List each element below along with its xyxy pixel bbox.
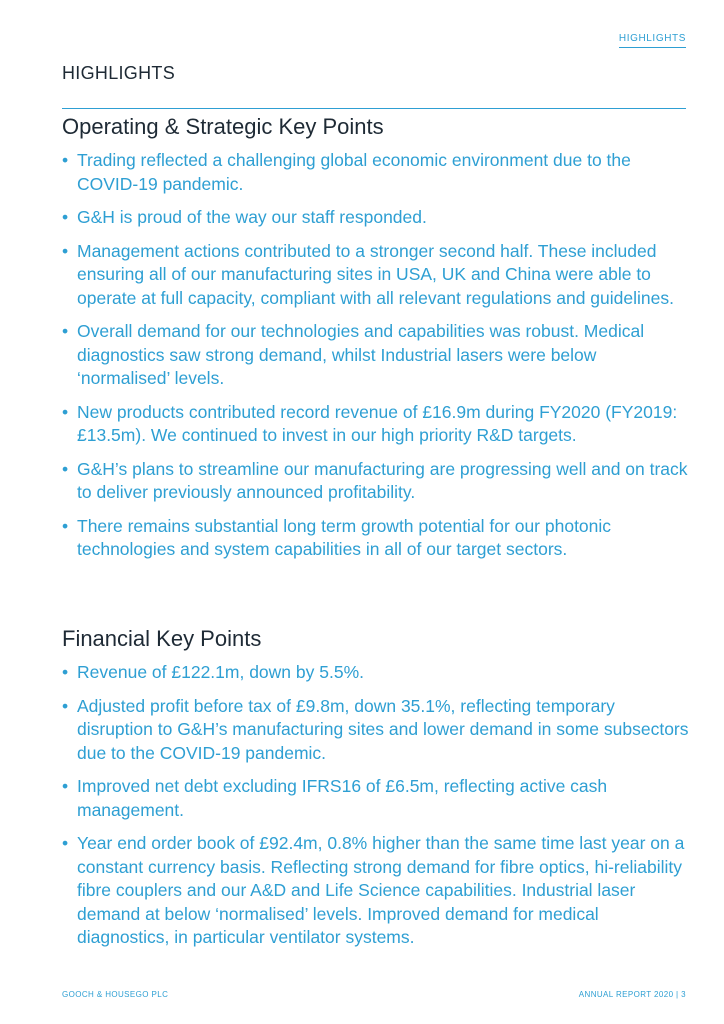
list-item [62, 695, 692, 766]
footer-company: GOOCH & HOUSEGO PLC [62, 990, 169, 999]
bullet-text: G&H’s plans to streamline our manufacturing are progressing well and on track to deliver previously announced profitability. [77, 458, 688, 502]
operating-bullet-list [62, 149, 692, 572]
bullet-text: Year end order book of £92.4m, 0.8% higher than the same time last year on a constant currency basis. Reflecting strong demand for fibre optics, hi-reliability fibre couplers and our A&D and Life Science capabilities. Industrial laser demand at below ‘normalised’ levels. Improved demand for medical diagnostics, in particular ventilator systems. [77, 833, 685, 947]
bullet-text: There remains substantial long term growth potential for our photonic technologies and system capabilities in all of our target sectors. [77, 515, 612, 559]
footer-page-number: ANNUAL REPORT 2020 | 3 [578, 990, 686, 999]
list-item [62, 206, 692, 230]
list-item [62, 320, 692, 391]
bullet-icon: • [62, 458, 69, 479]
list-item [62, 240, 692, 311]
bullet-text: Improved net debt excluding IFRS16 of £6.5m, reflecting active cash management. [77, 776, 608, 820]
heading-divider [62, 108, 686, 109]
section-tab: HIGHLIGHTS [619, 33, 686, 48]
bullet-icon: • [62, 695, 69, 716]
bullet-icon: • [62, 833, 69, 853]
list-item [62, 401, 692, 448]
bullet-text: Revenue of £122.1m, down by 5.5%. [77, 662, 364, 682]
operating-section-title: Operating & Strategic Key Points [62, 114, 384, 139]
bullet-text: Adjusted profit before tax of £9.8m, down 35.1%, reflecting temporary disruption to G&H’s manufacturing sites and lower demand in some subsectors due to the COVID-19 pandemic. [77, 695, 689, 763]
bullet-icon: • [62, 150, 69, 170]
bullet-text: New products contributed record revenue of £16.9m during FY2020 (FY2019: £13.5m). We continued to invest in our high priority R&D targets. [77, 401, 678, 445]
bullet-text: Overall demand for our technologies and capabilities was robust. Medical diagnostics saw strong demand, whilst Industrial lasers were below ‘normalised’ levels. [77, 321, 645, 388]
bullet-text: Management actions contributed to a stronger second half. These included ensuring all of our manufacturing sites in USA, UK and China were able to operate at full capacity, compliant with all relevant regulations and guidelines. [77, 240, 674, 308]
bullet-icon: • [62, 321, 69, 341]
list-item [62, 661, 692, 685]
financial-bullet-list [62, 661, 692, 960]
financial-section-title: Financial Key Points [62, 626, 262, 651]
bullet-icon: • [62, 515, 69, 536]
bullet-text: Trading reflected a challenging global economic environment due to the COVID-19 pandemic. [77, 150, 631, 194]
bullet-icon: • [62, 401, 69, 422]
list-item [62, 515, 692, 562]
page-title: HIGHLIGHTS [62, 63, 176, 83]
list-item [62, 832, 692, 950]
list-item [62, 775, 692, 822]
bullet-icon: • [62, 776, 69, 796]
bullet-icon: • [62, 662, 69, 682]
list-item [62, 149, 692, 196]
bullet-icon: • [62, 240, 69, 261]
bullet-icon: • [62, 207, 69, 227]
bullet-text: G&H is proud of the way our staff responded. [77, 207, 427, 227]
list-item [62, 458, 692, 505]
